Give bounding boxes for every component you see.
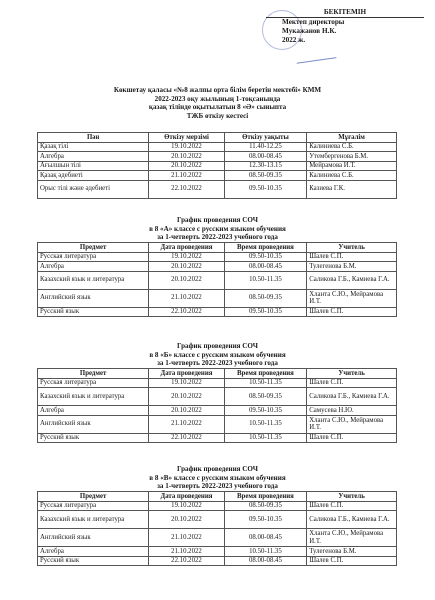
table-cell: Шалев С.П.: [307, 433, 397, 443]
heading-line: в 8 «В» классе с русским языком обучения: [149, 473, 286, 482]
table-cell: Русский язык: [38, 433, 149, 443]
table-cell: 19.10.2022: [149, 378, 224, 388]
table-cell: Ағылшын тілі: [38, 161, 149, 171]
table-row: [38, 415, 397, 433]
column-header: Время проведения: [224, 243, 307, 253]
table-cell: Саликова Г.Б., Камиева Г.А.: [307, 388, 397, 406]
table-row: [38, 388, 397, 406]
table-cell: Мейрамова И.Т.: [307, 161, 397, 171]
table-cell: Тулегенова Б.М.: [307, 547, 397, 557]
table-cell: Казахский язык и литература: [38, 388, 149, 406]
table-cell: 20.10.2022: [149, 271, 224, 289]
heading-line: қазақ тілінде оқытылатын 8 «Ә» сыныпта: [148, 103, 287, 112]
table-cell: Русская литература: [38, 378, 149, 388]
column-header: Предмет: [38, 492, 149, 502]
column-header: Мұғалім: [307, 133, 397, 143]
schedule-v-heading: [0, 465, 435, 491]
table-cell: Калиниева С.Б.: [307, 142, 397, 152]
heading-line: График проведения СОЧ: [177, 342, 258, 350]
table-cell: 22.10.2022: [149, 556, 224, 566]
table-cell: Шалев С.П.: [307, 378, 397, 388]
heading-line: Көкшетау қаласы «№8 жалпы орта білім беретін мектебі» КММ: [113, 86, 322, 94]
heading-line: за 1-четверть 2022-2023 учебного года: [157, 359, 278, 368]
table-cell: 08.00-08.45: [224, 529, 307, 547]
table-cell: 20.10.2022: [149, 152, 224, 162]
table-cell: Русский язык: [38, 556, 149, 566]
table-cell: 08.50-09.35: [224, 289, 307, 307]
heading-line: в 8 «А» классе с русским языком обучения: [149, 224, 286, 233]
table-cell: 12.30-13.15: [224, 161, 307, 171]
column-header: Өткізу мерзімі: [149, 133, 224, 143]
table-row: [38, 262, 397, 272]
table-row: [38, 142, 397, 152]
column-header: Дата проведения: [149, 243, 224, 253]
column-header: Дата проведения: [149, 369, 224, 379]
table-cell: Шалев С.П.: [307, 307, 397, 317]
heading-line: 2022-2023 оқу жылының 1-тоқсанында: [154, 94, 281, 103]
table-cell: Қазақ тілі: [38, 142, 149, 152]
table-row: [38, 252, 397, 262]
table-cell: 09.50-10.35: [224, 180, 307, 198]
table-cell: 08.50-09.35: [224, 171, 307, 181]
table-cell: 10.50-11.35: [224, 271, 307, 289]
table-cell: Алгебра: [38, 152, 149, 162]
table-cell: 10.50-11.35: [224, 547, 307, 557]
column-header: Предмет: [38, 369, 149, 379]
table-cell: Тулегенова Б.М.: [307, 262, 397, 272]
approval-name: Мукажанов Н.К.: [282, 27, 337, 35]
table-cell: Орыс тілі және әдебиеті: [38, 180, 149, 198]
table-cell: Саликова Г.Б., Камиева Г.А.: [307, 271, 397, 289]
table-cell: 09.50-10.35: [224, 307, 307, 317]
table-cell: Хланта С.Ю., Мейрамова И.Т.: [307, 289, 397, 307]
table-row: [38, 556, 397, 566]
column-header: Пән: [38, 133, 149, 143]
table-cell: 10.50-11.35: [224, 378, 307, 388]
table-row: [38, 378, 397, 388]
table-cell: 21.10.2022: [149, 171, 224, 181]
table-cell: 20.10.2022: [149, 406, 224, 416]
table-cell: 21.10.2022: [149, 415, 224, 433]
table-cell: 19.10.2022: [149, 501, 224, 511]
column-header: Өткізу уақыты: [224, 133, 307, 143]
table-row: [38, 171, 397, 181]
schedule-b-table: [37, 368, 397, 443]
table-row: [38, 152, 397, 162]
table-cell: 10.50-11.35: [224, 415, 307, 433]
column-header: Учитель: [307, 369, 397, 379]
heading-line: за 1-четверть 2022-2023 учебного года: [157, 233, 278, 242]
heading-line: График проведения СОЧ: [177, 465, 258, 473]
approval-position: Мектеп директоры: [282, 18, 345, 26]
table-cell: Саликова Г.Б., Камиева Г.А.: [307, 511, 397, 529]
table-cell: 22.10.2022: [149, 307, 224, 317]
table-cell: 21.10.2022: [149, 529, 224, 547]
schedule-b-heading: [0, 342, 435, 368]
table-cell: Русский язык: [38, 307, 149, 317]
table-row: [38, 289, 397, 307]
table-header-row: [38, 243, 397, 253]
table-cell: Английский язык: [38, 289, 149, 307]
table-cell: 20.10.2022: [149, 262, 224, 272]
table-cell: 21.10.2022: [149, 547, 224, 557]
table-row: [38, 161, 397, 171]
table-cell: 22.10.2022: [149, 433, 224, 443]
table-cell: 19.10.2022: [149, 142, 224, 152]
table-cell: Алгебра: [38, 547, 149, 557]
table-row: [38, 433, 397, 443]
heading-line: График проведения СОЧ: [177, 216, 258, 224]
schedule-a-heading: [0, 216, 435, 242]
table-cell: 08.50-09.35: [224, 388, 307, 406]
table-cell: Шалев С.П.: [307, 252, 397, 262]
table-cell: Алгебра: [38, 406, 149, 416]
table-cell: Русская литература: [38, 501, 149, 511]
table-cell: 19.10.2022: [149, 252, 224, 262]
table-cell: Английский язык: [38, 415, 149, 433]
table-cell: 09.50-10.35: [224, 511, 307, 529]
schedule-a-table: [37, 242, 397, 317]
kaz-schedule-table: [37, 132, 397, 199]
table-cell: 08.50-09.35: [224, 501, 307, 511]
table-cell: Хланта С.Ю., Мейрамова И.Т.: [307, 529, 397, 547]
table-cell: Шалев С.П.: [307, 501, 397, 511]
approval-title: БЕКІТЕМІН: [266, 8, 424, 18]
table-cell: Алгебра: [38, 262, 149, 272]
table-cell: 21.10.2022: [149, 289, 224, 307]
column-header: Учитель: [307, 492, 397, 502]
table-cell: 22.10.2022: [149, 180, 224, 198]
column-header: Время проведения: [224, 492, 307, 502]
table-row: [38, 511, 397, 529]
table-row: [38, 501, 397, 511]
table-cell: 08.00-08.45: [224, 556, 307, 566]
column-header: Дата проведения: [149, 492, 224, 502]
column-header: Предмет: [38, 243, 149, 253]
table-row: [38, 180, 397, 198]
table-cell: Английский язык: [38, 529, 149, 547]
table-cell: 08.00-08.45: [224, 262, 307, 272]
table-cell: 08.00-08.45: [224, 152, 307, 162]
table-cell: Казахский язык и литература: [38, 511, 149, 529]
table-cell: 20.10.2022: [149, 161, 224, 171]
table-row: [38, 547, 397, 557]
table-cell: 10.50-11.35: [224, 433, 307, 443]
table-cell: 20.10.2022: [149, 388, 224, 406]
table-header-row: [38, 133, 397, 143]
table-cell: Калиниева С.Б.: [307, 171, 397, 181]
table-cell: Қазақ әдебиеті: [38, 171, 149, 181]
approval-date: 2022 ж.: [282, 36, 306, 44]
table-cell: Хланта С.Ю., Мейрамова И.Т.: [307, 415, 397, 433]
signature: [296, 49, 337, 63]
column-header: Учитель: [307, 243, 397, 253]
table-cell: Казахский язык и литература: [38, 271, 149, 289]
heading-line: ТЖБ өткізу кестесі: [186, 111, 249, 120]
heading-line: в 8 «Б» классе с русским языком обучения: [149, 350, 286, 359]
column-header: Время проведения: [224, 369, 307, 379]
table-row: [38, 307, 397, 317]
table-header-row: [38, 369, 397, 379]
table-row: [38, 529, 397, 547]
table-cell: 09.50-10.35: [224, 252, 307, 262]
table-cell: Русская литература: [38, 252, 149, 262]
table-cell: Шалев С.П.: [307, 556, 397, 566]
schedule-v-table: [37, 491, 397, 566]
heading-line: за 1-четверть 2022-2023 учебного года: [157, 482, 278, 491]
table-cell: Утембергенова Б.М.: [307, 152, 397, 162]
table-cell: Самусева Н.Ю.: [307, 406, 397, 416]
table-cell: 09.50-10.35: [224, 406, 307, 416]
table-cell: 20.10.2022: [149, 511, 224, 529]
table-row: [38, 271, 397, 289]
approval-block: [260, 8, 430, 45]
kaz-schedule-heading: [0, 86, 435, 121]
table-cell: 11.40-12.25: [224, 142, 307, 152]
table-header-row: [38, 492, 397, 502]
table-cell: Казиева Г.К.: [307, 180, 397, 198]
table-row: [38, 406, 397, 416]
